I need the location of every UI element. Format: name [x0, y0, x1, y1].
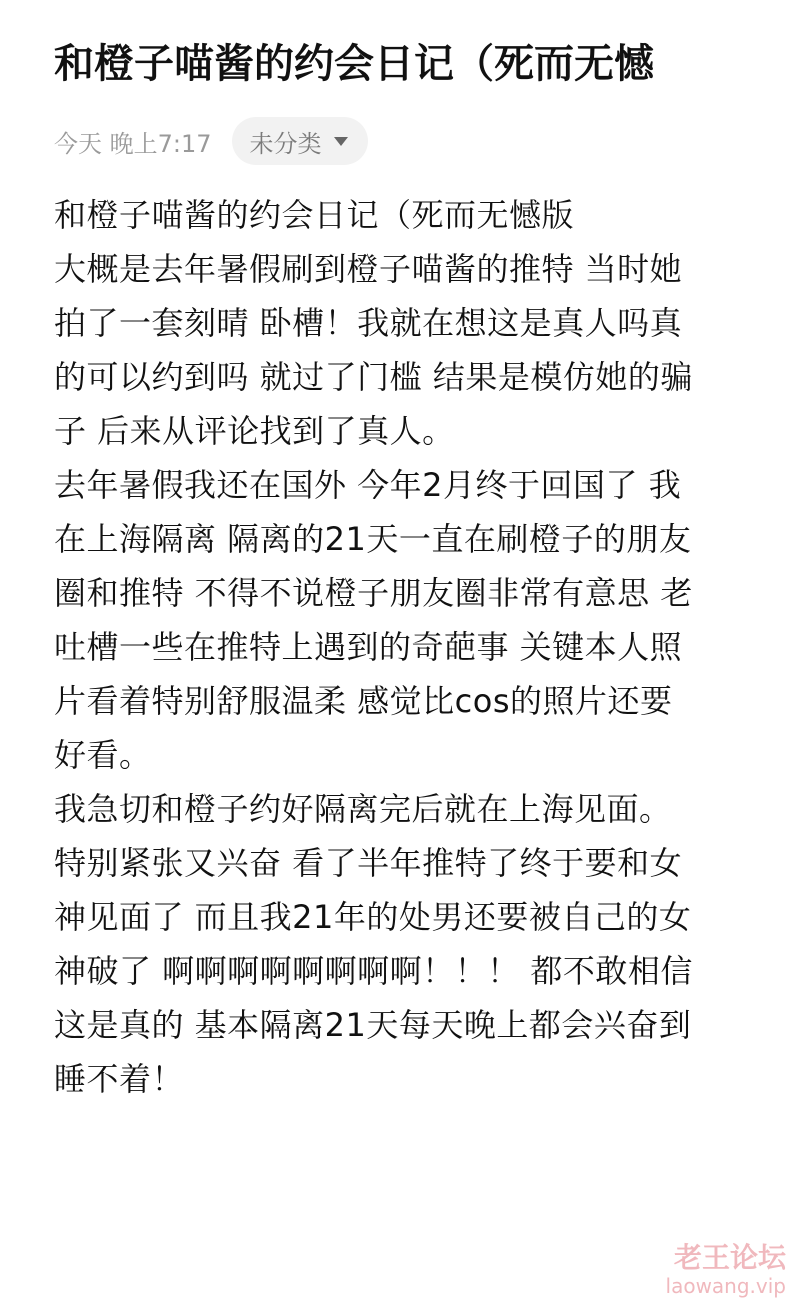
page-title: 和橙子喵酱的约会日记（死而无憾 — [54, 41, 654, 87]
body-line: 我急切和橙子约好隔离完后就在上海见面。 — [54, 790, 672, 828]
body-line: 和橙子喵酱的约会日记（死而无憾版 — [54, 196, 575, 234]
body-line: 神破了 啊啊啊啊啊啊啊啊！！！ 都不敢相信 — [54, 952, 693, 990]
body-line: 好看。 — [54, 736, 152, 774]
body-line: 的可以约到吗 就过了门槛 结果是模仿她的骗 — [54, 358, 693, 396]
body-line: 圈和推特 不得不说橙子朋友圈非常有意思 老 — [54, 574, 693, 612]
post-timestamp: 今天 晚上7:17 — [54, 129, 212, 158]
body-line: 拍了一套刻晴 卧槽！我就在想这是真人吗真 — [54, 304, 683, 342]
body-line: 在上海隔离 隔离的21天一直在刷橙子的朋友 — [54, 520, 692, 558]
body-line: 子 后来从评论找到了真人。 — [54, 412, 455, 450]
body-line: 大概是去年暑假刷到橙子喵酱的推特 当时她 — [54, 250, 683, 288]
body-line: 去年暑假我还在国外 今年2月终于回国了 我 — [54, 466, 682, 504]
category-dropdown[interactable] — [232, 117, 368, 165]
category-label: 未分类 — [249, 129, 322, 158]
body-line: 这是真的 基本隔离21天每天晚上都会兴奋到 — [54, 1006, 692, 1044]
body-line: 特别紧张又兴奋 看了半年推特了终于要和女 — [54, 844, 683, 882]
watermark-cn: 老王论坛 — [673, 1241, 786, 1274]
body-line: 吐槽一些在推特上遇到的奇葩事 关键本人照 — [54, 628, 683, 666]
post-body — [54, 188, 754, 1106]
post-meta — [54, 116, 368, 166]
watermark-url: laowang.vip — [665, 1274, 786, 1298]
body-line: 睡不着！ — [54, 1060, 185, 1098]
caret-down-icon — [334, 137, 348, 146]
body-line: 神见面了 而且我21年的处男还要被自己的女 — [54, 898, 692, 936]
watermark — [666, 1242, 786, 1298]
body-line: 片看着特别舒服温柔 感觉比cos的照片还要 — [54, 682, 673, 720]
